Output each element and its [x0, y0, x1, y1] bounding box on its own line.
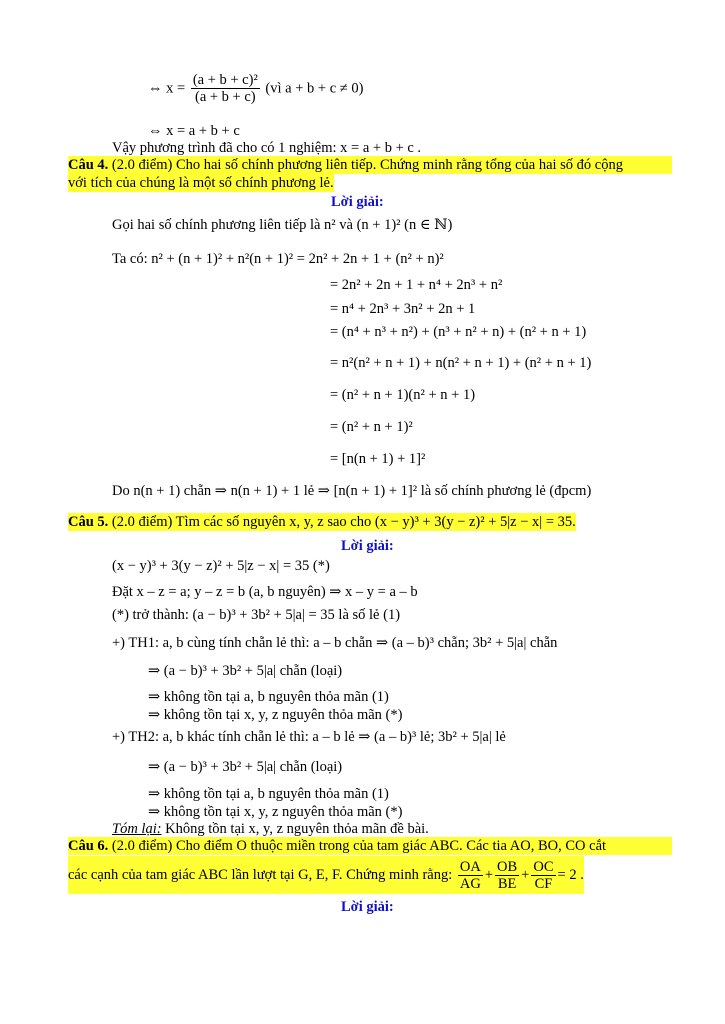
q5-line8: +) TH2: a, b khác tính chẵn lẻ thì: a – b lẻ ⇒ (a – b)³ lẻ; 3b² + 5|a| lẻ: [112, 729, 506, 745]
q4-step2: = n⁴ + 2n³ + 3n² + 2n + 1: [330, 301, 476, 317]
q4-conclusion: Do n(n + 1) chẵn ⇒ n(n + 1) + 1 lẻ ⇒ [n(n + 1) + 1]² là số chính phương lẻ (đpcm): [112, 483, 592, 499]
q4-statement-line2: với tích của chúng là một số chính phương lẻ.: [68, 175, 334, 191]
q6-plus-2: +: [521, 867, 530, 883]
q5-line9: ⇒ (a − b)³ + 3b² + 5|a| chẵn (loại): [148, 759, 343, 775]
x-equation-lhs: ⇔ x =: [148, 80, 186, 97]
q6-frac3-num: OC: [533, 859, 554, 876]
q5-solution-heading: Lời giải:: [341, 538, 394, 554]
q6-fraction-ob-be: [495, 859, 519, 892]
q6-frac1-num: OA: [459, 859, 481, 876]
top-conclusion: Vậy phương trình đã cho có 1 nghiệm: x = a + b + c .: [112, 140, 422, 156]
q6-statement-line2: [68, 856, 584, 894]
q5-equation: (x − y)³ + 3(y − z)² + 5|z − x| = 35: [374, 514, 573, 530]
q5-summary: [112, 820, 429, 838]
q4-statement-line1: [68, 156, 672, 174]
q6-plus-1: +: [484, 867, 494, 883]
q5-line10: ⇒ không tồn tại a, b nguyên thỏa mãn (1): [148, 786, 389, 802]
q5-text1: (2.0 điểm) Tìm các số nguyên x, y, z sao cho: [108, 514, 375, 530]
x-fraction: [191, 72, 260, 105]
q6-text1: (2.0 điểm) Cho điểm O thuộc miền trong của tam giác ABC. Các tia AO, BO, CO cắt: [108, 838, 607, 854]
q5-line3: (*) trở thành: (a − b)³ + 3b² + 5|a| = 35 là số lẻ (1): [112, 607, 401, 623]
x-fraction-numerator: (a + b + c)²: [192, 72, 258, 88]
q4-step1: = 2n² + 2n + 1 + n⁴ + 2n³ + n²: [330, 277, 503, 293]
q4-label: Câu 4.: [68, 157, 109, 173]
q6-fraction-oc-cf: [531, 859, 555, 892]
q6-frac2-den: BE: [495, 875, 519, 892]
q4-line2: Ta có: n² + (n + 1)² + n²(n + 1)² = 2n² + 2n + 1 + (n² + n)²: [112, 251, 444, 267]
q6-frac2-num: OB: [497, 859, 518, 876]
q6-label: Câu 6.: [68, 838, 109, 854]
x-fraction-denominator: (a + b + c): [191, 88, 260, 105]
q6-frac1-den: AG: [459, 876, 481, 893]
q6-text2: các cạnh của tam giác ABC lần lượt tại G, E, F. Chứng minh rằng:: [68, 867, 456, 883]
x-equation-line: [148, 72, 363, 105]
q4-step4: = n²(n² + n + 1) + n(n² + n + 1) + (n² + n + 1): [330, 355, 592, 371]
q4-line1: Gọi hai số chính phương liên tiếp là n² và (n + 1)² (n ∈ ℕ): [112, 217, 453, 233]
q5-label: Câu 5.: [68, 514, 109, 530]
q5-statement-line: Câu 5. (2.0 điểm) Tìm các số nguyên x, y, z sao cho (x − y)³ + 3(y − z)² + 5|z − x| = 35.: [68, 514, 576, 530]
q5-line7: ⇒ không tồn tại x, y, z nguyên thỏa mãn (*): [148, 707, 403, 723]
q5-summary-label: Tóm lại:: [112, 821, 162, 837]
q6-solution-heading: Lời giải:: [341, 899, 394, 915]
q5-line4: +) TH1: a, b cùng tính chẵn lẻ thì: a – b chẵn ⇒ (a – b)³ chẵn; 3b² + 5|a| chẵn: [112, 635, 558, 651]
q4-step6: = (n² + n + 1)²: [330, 419, 413, 435]
x-condition-note: (vì a + b + c ≠ 0): [265, 80, 364, 97]
q5-line6: ⇒ không tồn tại a, b nguyên thỏa mãn (1): [148, 689, 389, 705]
q4-step7: = [n(n + 1) + 1]²: [330, 451, 426, 467]
x-result-line: ⇔ x = a + b + c: [148, 123, 240, 139]
q4-solution-heading: Lời giải:: [331, 194, 384, 210]
q4-step5: = (n² + n + 1)(n² + n + 1): [330, 387, 476, 403]
q6-fraction-oa-ag: [458, 859, 483, 892]
q4-step3: = (n⁴ + n³ + n²) + (n³ + n² + n) + (n² + n + 1): [330, 324, 587, 340]
q6-frac3-den: CF: [531, 875, 555, 892]
q6-statement-line1: [68, 837, 672, 855]
q5-line1: (x − y)³ + 3(y − z)² + 5|z − x| = 35 (*): [112, 558, 330, 574]
q5-line5: ⇒ (a − b)³ + 3b² + 5|a| chẵn (loại): [148, 663, 343, 679]
q6-equation-end: = 2 .: [557, 867, 584, 883]
q5-line11: ⇒ không tồn tại x, y, z nguyên thỏa mãn (*): [148, 804, 403, 820]
q5-summary-text: Không tồn tại x, y, z nguyên thỏa mãn đề bài.: [161, 821, 429, 837]
q5-line2: Đặt x – z = a; y – z = b (a, b nguyên) ⇒ x – y = a – b: [112, 584, 418, 600]
q4-text1: (2.0 điểm) Cho hai số chính phương liên tiếp. Chứng minh rằng tổng của hai số đó cộng: [108, 157, 623, 173]
